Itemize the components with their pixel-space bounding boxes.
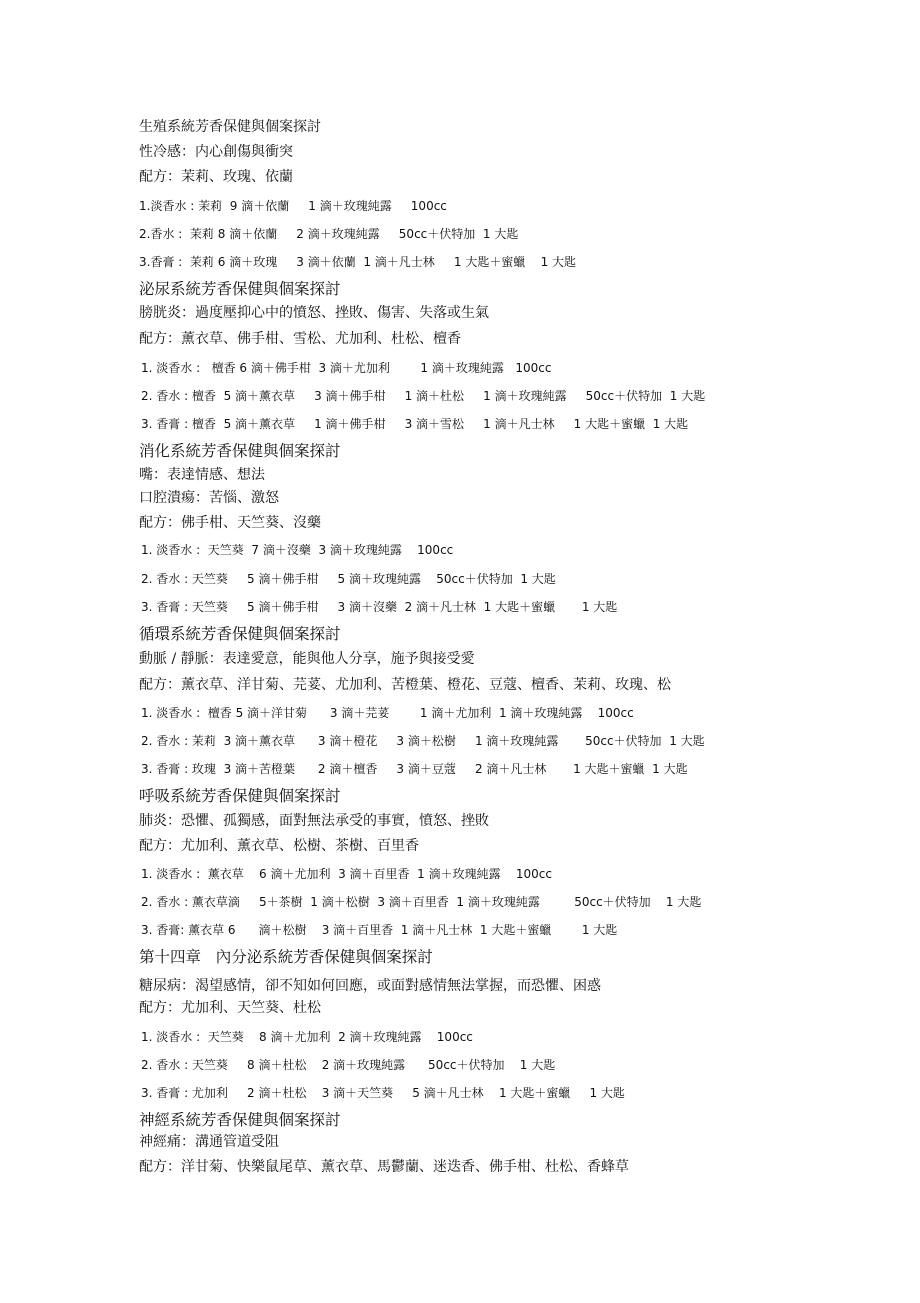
condition-line: 肺炎：恐懼、孤獨感，面對無法承受的事實，憤怒、挫敗 [139,813,489,829]
formula-line: 配方：薰衣草、佛手柑、雪松、尤加利、杜松、檀香 [139,331,461,347]
recipe-line: 1. 淡香水 : 薰衣草 6 滴＋尤加利 3 滴＋百里香 1 滴＋玫瑰純露 100cc [141,867,552,881]
recipe-line: 3. 香膏 : 檀香 5 滴＋薰衣草 1 滴＋佛手柑 3 滴＋雪松 1 滴＋凡士林 1 大匙＋蜜蠟 1 大匙 [141,417,689,431]
section-title-digestive: 消化系統芳香保健與個案探討 [139,442,341,460]
recipe-line: 3. 香膏 : 玫瑰 3 滴＋苦橙葉 2 滴＋檀香 3 滴＋豆蔻 2 滴＋凡士林 1 大匙＋蜜蠟 1 大匙 [141,762,688,776]
condition-line: 口腔潰瘍：苦惱、激怒 [139,490,279,506]
recipe-line: 3.香膏 : 茉莉 6 滴＋玫瑰 3 滴＋依蘭 1 滴＋凡士林 1 大匙＋蜜蠟 1 大匙 [139,255,577,269]
formula-line: 配方：尤加利、天竺葵、杜松 [139,1000,321,1016]
recipe-line: 1. 淡香水 : 天竺葵 7 滴＋沒藥 3 滴＋玫瑰純露 100cc [141,543,454,557]
formula-line: 配方：佛手柑、天竺葵、沒藥 [139,515,321,531]
recipe-line: 3. 香膏: 薰衣草 6 滴＋松樹 3 滴＋百里香 1 滴＋凡士林 1 大匙＋蜜蠟 1 大匙 [141,923,618,937]
condition-line: 神經痛：溝通管道受阻 [139,1134,279,1150]
condition-line: 膀胱炎：過度壓抑心中的憤怒、挫敗、傷害、失落或生氣 [139,305,489,321]
condition-line: 動脈 / 靜脈：表達愛意，能與他人分享，施予與接受愛 [139,651,475,667]
section-title-respiratory: 呼吸系統芳香保健與個案探討 [139,787,341,805]
section-title-circulatory: 循環系統芳香保健與個案探討 [139,625,341,643]
chapter-title-endocrine: 第十四章 內分泌系統芳香保健與個案探討 [139,948,433,966]
recipe-line: 3. 香膏 : 天竺葵 5 滴＋佛手柑 3 滴＋沒藥 2 滴＋凡士林 1 大匙＋蜜蠟 1 大匙 [141,600,618,614]
recipe-line: 2. 香水 : 茉莉 3 滴＋薰衣草 3 滴＋橙花 3 滴＋松樹 1 滴＋玫瑰純露 50cc＋伏特加 1 大匙 [141,734,705,748]
condition-line: 糖尿病：渴望感情，卻不知如何回應，或面對感情無法掌握，而恐懼、困惑 [139,978,601,994]
recipe-line: 2. 香水 : 天竺葵 5 滴＋佛手柑 5 滴＋玫瑰純露 50cc＋伏特加 1 大匙 [141,572,556,586]
formula-line: 配方：洋甘菊、快樂鼠尾草、薰衣草、馬鬱蘭、迷迭香、佛手柑、杜松、香蜂草 [139,1159,629,1175]
recipe-line: 1. 淡香水 : 天竺葵 8 滴＋尤加利 2 滴＋玫瑰純露 100cc [141,1030,473,1044]
recipe-line: 3. 香膏 : 尤加利 2 滴＋杜松 3 滴＋天竺葵 5 滴＋凡士林 1 大匙＋蜜蠟 1 大匙 [141,1086,625,1100]
section-title-reproductive: 生殖系統芳香保健與個案探討 [139,119,321,135]
recipe-line: 2.香水 : 茉莉 8 滴＋依蘭 2 滴＋玫瑰純露 50cc＋伏特加 1 大匙 [139,227,519,241]
formula-line: 配方：茉莉、玫瑰、依蘭 [139,169,293,185]
formula-line: 配方：尤加利、薰衣草、松樹、茶樹、百里香 [139,838,419,854]
condition-line: 嘴：表達情感、想法 [139,467,265,483]
recipe-line: 2. 香水 : 檀香 5 滴＋薰衣草 3 滴＋佛手柑 1 滴＋杜松 1 滴＋玫瑰純露 50cc＋伏特加 1 大匙 [141,389,706,403]
recipe-line: 2. 香水 : 薰衣草滴 5＋茶樹 1 滴＋松樹 3 滴＋百里香 1 滴＋玫瑰純露 50cc＋伏特加 1 大匙 [141,895,702,909]
section-title-nervous: 神經系統芳香保健與個案探討 [139,1111,341,1129]
recipe-line: 1. 淡香水 : 檀香 6 滴＋佛手柑 3 滴＋尤加利 1 滴＋玫瑰純露 100cc [141,361,552,375]
recipe-line: 1. 淡香水 : 檀香 5 滴＋洋甘菊 3 滴＋芫荽 1 滴＋尤加利 1 滴＋玫瑰純露 100cc [141,706,634,720]
recipe-line: 1.淡香水 : 茉莉 9 滴＋依蘭 1 滴＋玫瑰純露 100cc [139,199,447,213]
section-title-urinary: 泌尿系統芳香保健與個案探討 [139,280,341,298]
recipe-line: 2. 香水 : 天竺葵 8 滴＋杜松 2 滴＋玫瑰純露 50cc＋伏特加 1 大匙 [141,1058,556,1072]
condition-line: 性冷感：内心創傷與衝突 [139,144,293,160]
formula-line: 配方：薰衣草、洋甘菊、芫荽、尤加利、苦橙葉、橙花、豆蔻、檀香、茉莉、玫瑰、松 [139,677,671,693]
